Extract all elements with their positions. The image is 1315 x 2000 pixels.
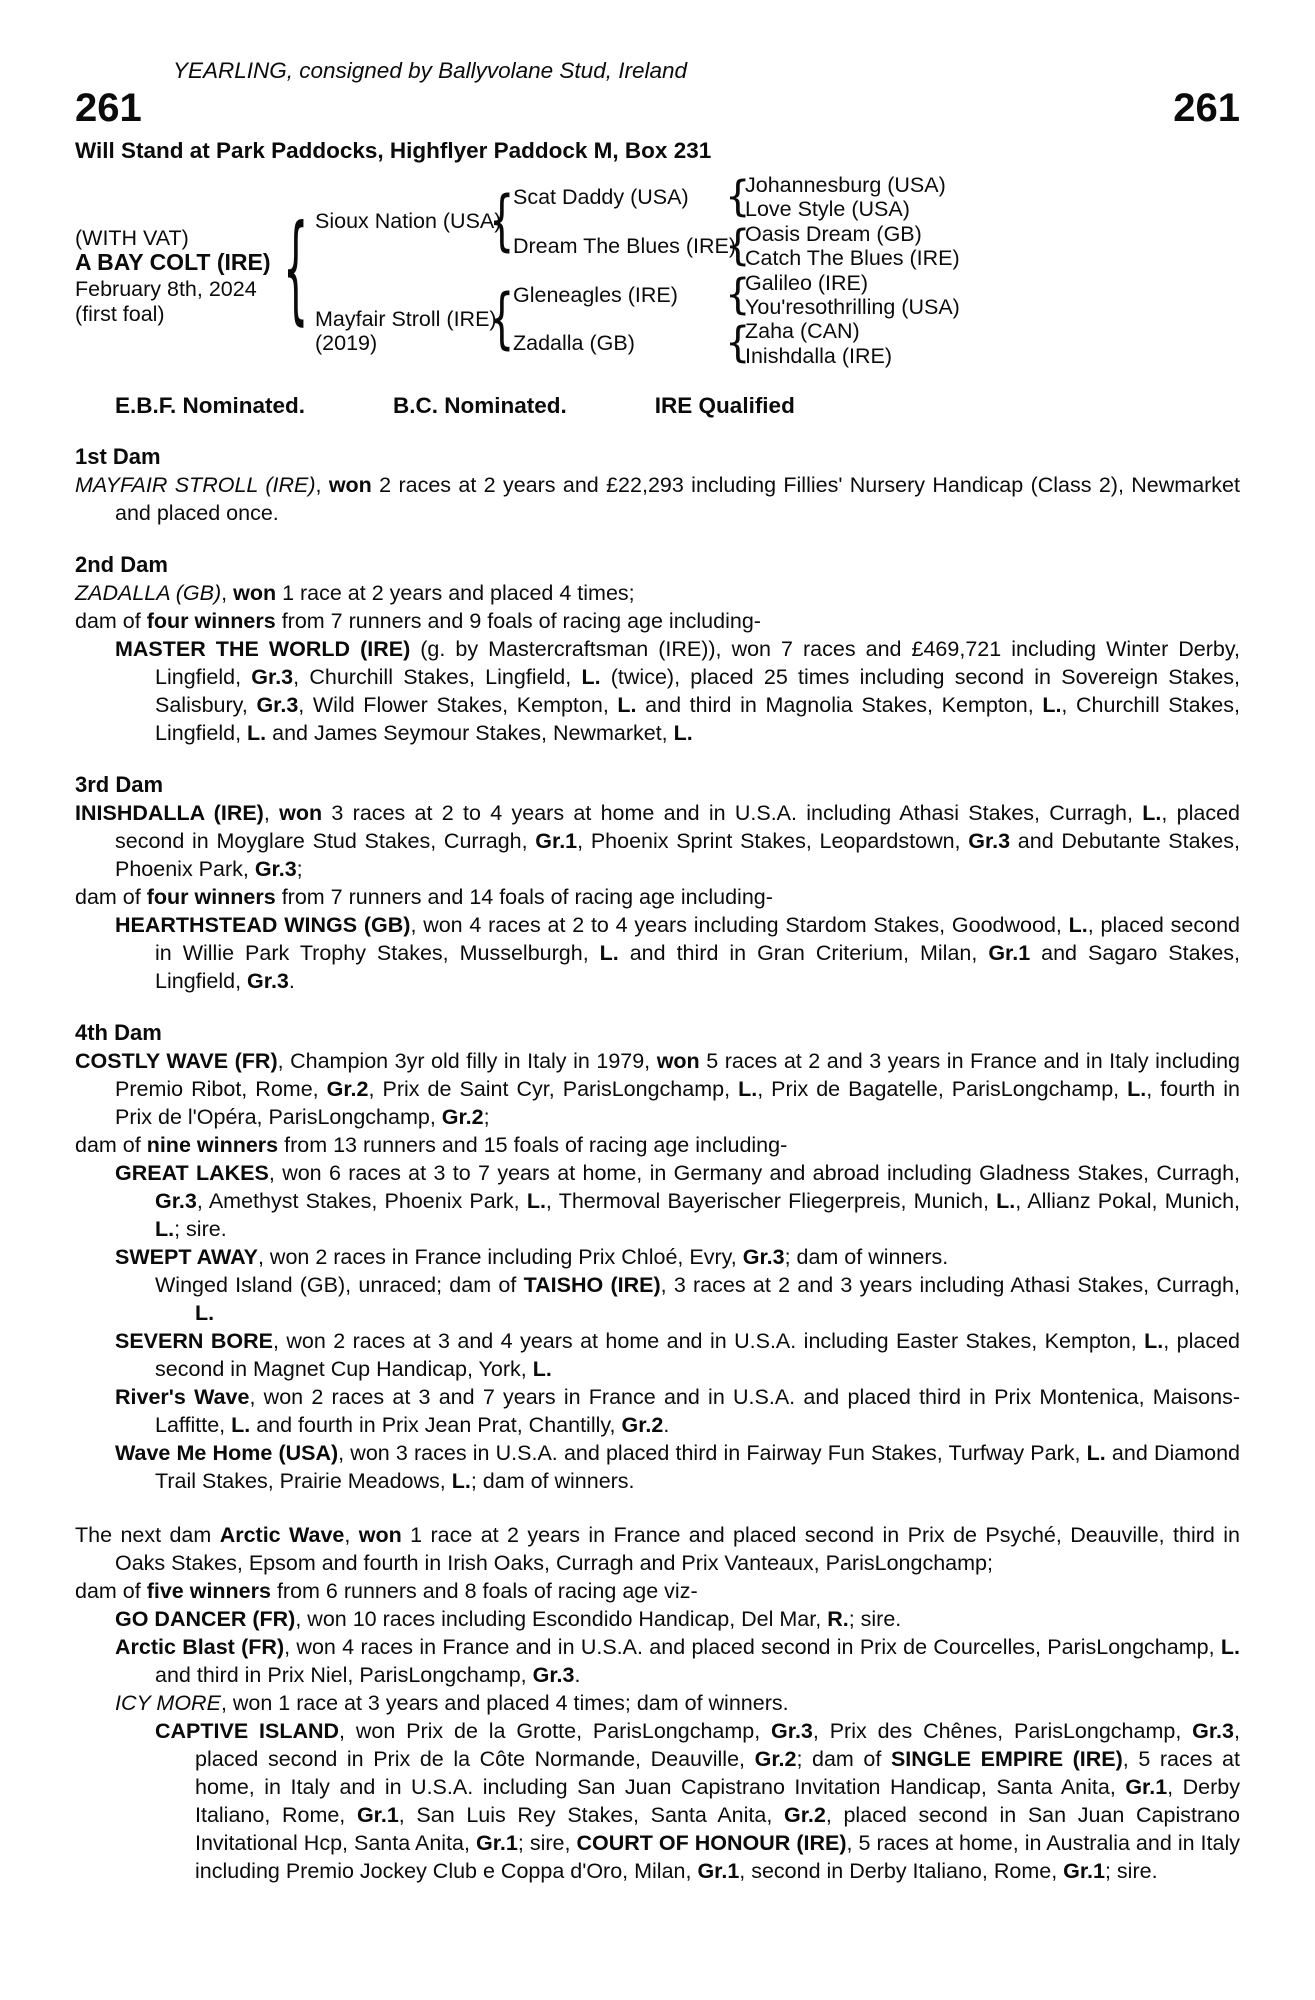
pedigree-dam-sire: Gleneagles (IRE) [513, 283, 678, 307]
lot-number-right: 261 [1173, 86, 1240, 130]
stand-location-line: Will Stand at Park Paddocks, Highflyer Paddock M, Box 231 [75, 138, 712, 163]
pedigree-paragraph: COSTLY WAVE (FR), Champion 3yr old filly in Italy in 1979, won 5 races at 2 and 3 years in France and in Italy including Premio Ribot, Rome, Gr.2, Prix de Saint Cyr, ParisLongchamp, L., Prix de Bagatelle, ParisLongchamp, L., fourth in Prix de l'Opéra, ParisLongchamp, Gr.2; [75, 1049, 1241, 1129]
pedigree-brace-main: { [283, 202, 309, 338]
pedigree-paragraph: GO DANCER (FR), won 10 races including Escondido Handicap, Del Mar, R.; sire. [115, 1607, 902, 1631]
pedigree-brace-gg2: { [725, 221, 751, 271]
dam-heading: 2nd Dam [75, 552, 168, 577]
pedigree-gg-7: Zaha (CAN) [745, 319, 860, 343]
pedigree-paragraph: GREAT LAKES, won 6 races at 3 to 7 years at home, in Germany and abroad including Gladness Stakes, Curragh, Gr.3, Amethyst Stakes, Phoenix Park, L., Thermoval Bayerischer Fliegerpreis, Munich, L., Allianz Pokal, Munich, L.; sire. [115, 1161, 1241, 1241]
lot-number-left: 261 [75, 86, 142, 130]
pedigree-gg-3: Oasis Dream (GB) [745, 222, 922, 246]
pedigree-brace-gg3: { [725, 270, 751, 320]
pedigree-dam-dam: Zadalla (GB) [513, 331, 635, 355]
pedigree-paragraph: ICY MORE, won 1 race at 3 years and placed 4 times; dam of winners. [115, 1691, 789, 1715]
pedigree-gg-8: Inishdalla (IRE) [745, 344, 892, 368]
pedigree-sire-dam: Dream The Blues (IRE) [513, 234, 737, 258]
pedigree-paragraph: SEVERN BORE, won 2 races at 3 and 4 years at home and in U.S.A. including Easter Stakes, Kempton, L., placed second in Magnet Cup Handicap, York, L. [115, 1329, 1240, 1381]
pedigree-brace-sire: { [489, 183, 515, 259]
pedigree-paragraph: CAPTIVE ISLAND, won Prix de la Grotte, ParisLongchamp, Gr.3, Prix des Chênes, ParisLongchamp, Gr.3, placed second in Prix de la Côte Normande, Deauville, Gr.2; dam of SINGLE EMPIRE (IRE), 5 races at home, in Italy and in U.S.A. including San Juan Capistrano Invitation Handicap, Santa Anita, Gr.1, Derby Italiano, Rome, Gr.1, San Luis Rey Stakes, Santa Anita, Gr.2, placed second in San Juan Capistrano Invitational Hcp, Santa Anita, Gr.1; sire, COURT OF HONOUR (IRE), 5 races at home, in Australia and in Italy including Premio Jockey Club e Coppa d'Oro, Milan, Gr.1, second in Derby Italiano, Rome, Gr.1; sire. [155, 1719, 1241, 1883]
pedigree-paragraph: dam of nine winners from 13 runners and 15 foals of racing age including- [75, 1133, 788, 1157]
pedigree-paragraph: River's Wave, won 2 races at 3 and 7 years in France and in U.S.A. and placed third in Prix Montenica, Maisons-Laffitte, L. and fourth in Prix Jean Prat, Chantilly, Gr.2. [115, 1385, 1240, 1437]
pedigree-paragraph: SWEPT AWAY, won 2 races in France including Prix Chloé, Evry, Gr.3; dam of winners. [115, 1245, 949, 1269]
foaling-date: February 8th, 2024 [75, 277, 257, 301]
pedigree-paragraph: The next dam Arctic Wave, won 1 race at 2 years in France and placed second in Prix de Psyché, Deauville, third in Oaks Stakes, Epsom and fourth in Irish Oaks, Curragh and Prix Vanteaux, ParisLongchamp; [75, 1523, 1240, 1575]
subject-name: A BAY COLT (IRE) [75, 249, 271, 275]
pedigree-gg-5: Galileo (IRE) [745, 271, 869, 295]
pedigree-paragraph: dam of four winners from 7 runners and 9 foals of racing age including- [75, 609, 761, 633]
bc-nominated-label: B.C. Nominated. [393, 393, 567, 418]
pedigree-paragraph: HEARTHSTEAD WINGS (GB), won 4 races at 2 to 4 years including Stardom Stakes, Goodwood, L., placed second in Willie Park Trophy Stakes, Musselburgh, L. and third in Gran Criterium, Milan, Gr.1 and Sagaro Stakes, Lingfield, Gr.3. [115, 913, 1240, 993]
pedigree-gg-4: Catch The Blues (IRE) [745, 246, 960, 270]
ebf-nominated-label: E.B.F. Nominated. [115, 393, 306, 418]
dam-heading: 3rd Dam [75, 772, 164, 797]
lot-number-row [0, 86, 1315, 132]
pedigree-paragraph: Arctic Blast (FR), won 4 races in France and in U.S.A. and placed second in Prix de Courcelles, ParisLongchamp, L. and third in Prix Niel, ParisLongchamp, Gr.3. [115, 1635, 1240, 1687]
pedigree-sire-sire: Scat Daddy (USA) [513, 185, 689, 209]
pedigree-paragraph: Wave Me Home (USA), won 3 races in U.S.A. and placed third in Fairway Fun Stakes, Turfway Park, L. and Diamond Trail Stakes, Prairie Meadows, L.; dam of winners. [115, 1441, 1240, 1493]
pedigree-paragraph: Winged Island (GB), unraced; dam of TAISHO (IRE), 3 races at 2 and 3 years including Athasi Stakes, Curragh, L. [155, 1273, 1240, 1325]
pedigree-dam: Mayfair Stroll (IRE) [315, 307, 497, 331]
dam-heading: 4th Dam [75, 1020, 162, 1045]
pedigree-brace-gg1: { [725, 172, 751, 222]
foal-note: (first foal) [75, 302, 165, 326]
pedigree-gg-1: Johannesburg (USA) [745, 173, 946, 197]
ire-qualified-label: IRE Qualified [654, 393, 795, 418]
consignor-title: YEARLING, consigned by Ballyvolane Stud, Ireland [172, 58, 688, 83]
pedigree-brace-dam: { [489, 281, 515, 357]
pedigree-paragraph: INISHDALLA (IRE), won 3 races at 2 to 4 years at home and in U.S.A. including Athasi Stakes, Curragh, L., placed second in Moyglare Stud Stakes, Curragh, Gr.1, Phoenix Sprint Stakes, Leopardstown, Gr.3 and Debutante Stakes, Phoenix Park, Gr.3; [75, 801, 1240, 881]
nominations-row [115, 393, 1315, 419]
pedigree-table [75, 172, 1245, 377]
vat-note: (WITH VAT) [75, 226, 189, 250]
pedigree-paragraph: dam of five winners from 6 runners and 8 foals of racing age viz- [75, 1579, 698, 1603]
pedigree-gg-6: You'resothrilling (USA) [745, 295, 960, 319]
dam-heading: 1st Dam [75, 444, 161, 469]
pedigree-paragraph: dam of four winners from 7 runners and 14 foals of racing age including- [75, 885, 773, 909]
pedigree-gg-2: Love Style (USA) [745, 197, 910, 221]
pedigree-dam-year: (2019) [315, 331, 378, 355]
pedigree-paragraph: MAYFAIR STROLL (IRE), won 2 races at 2 years and £22,293 including Fillies' Nursery Handicap (Class 2), Newmarket and placed once. [75, 473, 1240, 525]
pedigree-sire: Sioux Nation (USA) [315, 209, 502, 233]
pedigree-brace-gg4: { [725, 318, 751, 368]
pedigree-paragraph: MASTER THE WORLD (IRE) (g. by Mastercraftsman (IRE)), won 7 races and £469,721 including Winter Derby, Lingfield, Gr.3, Churchill Stakes, Lingfield, L. (twice), placed 25 times including second in Sovereign Stakes, Salisbury, Gr.3, Wild Flower Stakes, Kempton, L. and third in Magnolia Stakes, Kempton, L., Churchill Stakes, Lingfield, L. and James Seymour Stakes, Newmarket, L. [115, 637, 1240, 745]
pedigree-paragraph: ZADALLA (GB), won 1 race at 2 years and placed 4 times; [75, 581, 635, 605]
catalogue-body [75, 443, 1240, 1885]
